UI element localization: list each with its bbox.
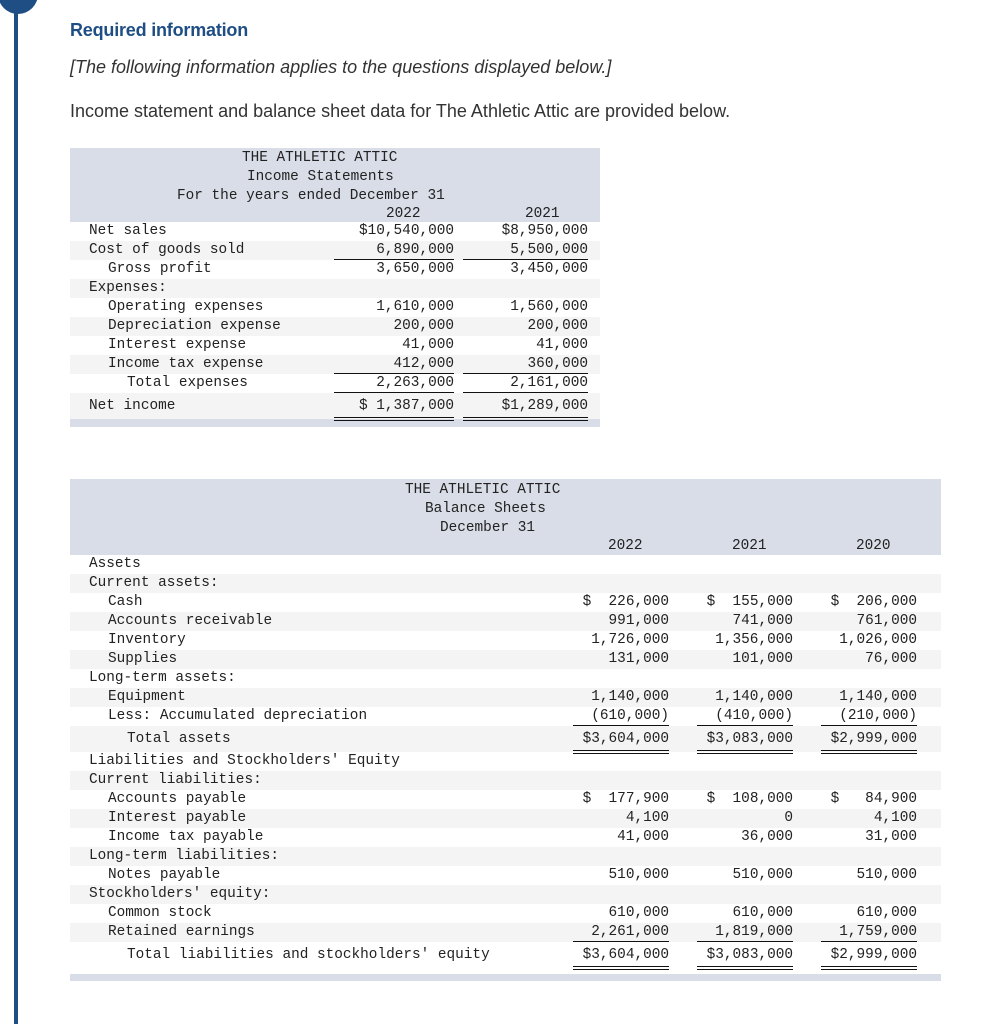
row-label: Stockholders' equity: bbox=[89, 886, 271, 902]
cell-value: 741,000 bbox=[732, 613, 793, 629]
table-row bbox=[70, 726, 941, 752]
cell-value: $2,999,000 bbox=[821, 942, 917, 970]
table-row bbox=[70, 809, 941, 828]
cell-value: 3,450,000 bbox=[510, 261, 588, 277]
cell-value: $ 206,000 bbox=[830, 594, 917, 610]
cell-value: 4,100 bbox=[625, 810, 669, 826]
cell-value bbox=[573, 574, 669, 592]
cell-value: 41,000 bbox=[402, 337, 454, 353]
row-label: Depreciation expense bbox=[108, 318, 281, 334]
row-label: Current assets: bbox=[89, 575, 219, 591]
table-row bbox=[70, 847, 941, 866]
cell-value bbox=[573, 669, 669, 687]
row-label: Supplies bbox=[108, 651, 178, 667]
cell-value bbox=[821, 574, 917, 592]
table-row bbox=[70, 707, 941, 726]
table-row bbox=[70, 650, 941, 669]
cell-value bbox=[697, 669, 793, 687]
table-row bbox=[70, 923, 941, 942]
table-row bbox=[70, 790, 941, 809]
cell-value: 360,000 bbox=[463, 355, 588, 374]
table-row bbox=[70, 885, 941, 904]
cell-value: 6,890,000 bbox=[334, 241, 454, 260]
cell-value: $2,999,000 bbox=[821, 726, 917, 754]
cell-value: 1,140,000 bbox=[839, 689, 917, 705]
table-row bbox=[70, 631, 941, 650]
income-statement-header bbox=[70, 148, 600, 222]
cell-value: 412,000 bbox=[334, 355, 454, 374]
cell-value: 610,000 bbox=[608, 905, 669, 921]
row-label: Expenses: bbox=[89, 280, 167, 296]
cell-value: $ 1,387,000 bbox=[334, 393, 454, 421]
cell-value bbox=[821, 752, 917, 770]
cell-value bbox=[697, 555, 793, 573]
cell-value: $3,083,000 bbox=[697, 942, 793, 970]
statement-title: Balance Sheets bbox=[425, 501, 546, 517]
cell-value bbox=[573, 771, 669, 789]
table-row bbox=[70, 260, 600, 279]
cell-value bbox=[334, 279, 454, 297]
table-row bbox=[70, 374, 600, 393]
table-row bbox=[70, 612, 941, 631]
cell-value: (210,000) bbox=[821, 707, 917, 726]
cell-value: 1,610,000 bbox=[376, 299, 454, 315]
table-row bbox=[70, 241, 600, 260]
cell-value bbox=[573, 555, 669, 573]
row-label: Accounts payable bbox=[108, 791, 247, 807]
table-row bbox=[70, 279, 600, 298]
cell-value: $ 108,000 bbox=[706, 791, 793, 807]
intro-text: Income statement and balance sheet data for The Athletic Attic are provided below. bbox=[70, 101, 731, 121]
cell-value: 2,261,000 bbox=[573, 923, 669, 942]
cell-value: 4,100 bbox=[873, 810, 917, 826]
company-name: THE ATHLETIC ATTIC bbox=[242, 150, 398, 166]
table-row bbox=[70, 593, 941, 612]
row-label: Interest expense bbox=[108, 337, 247, 353]
applies-note: [The following information applies to the questions displayed below.] bbox=[70, 57, 612, 77]
row-label: Less: Accumulated depreciation bbox=[108, 708, 368, 724]
table-row bbox=[70, 393, 600, 419]
year-2020-header: 2020 bbox=[856, 538, 891, 554]
row-label: Long-term liabilities: bbox=[89, 848, 279, 864]
cell-value bbox=[573, 847, 669, 865]
row-label: Cost of goods sold bbox=[89, 242, 245, 258]
cell-value: 610,000 bbox=[732, 905, 793, 921]
cell-value: 131,000 bbox=[608, 651, 669, 667]
cell-value: (410,000) bbox=[697, 707, 793, 726]
row-label: Operating expenses bbox=[108, 299, 264, 315]
cell-value bbox=[573, 885, 669, 903]
cell-value: 2,161,000 bbox=[463, 374, 588, 393]
cell-value bbox=[697, 771, 793, 789]
statement-period: For the years ended December 31 bbox=[177, 188, 445, 204]
table-row bbox=[70, 688, 941, 707]
cell-value: 1,140,000 bbox=[591, 689, 669, 705]
cell-value: 1,726,000 bbox=[591, 632, 669, 648]
balance-sheet-body bbox=[70, 555, 941, 968]
table-row bbox=[70, 222, 600, 241]
table-row bbox=[70, 355, 600, 374]
cell-value bbox=[697, 574, 793, 592]
row-label: Cash bbox=[108, 594, 143, 610]
cell-value bbox=[463, 279, 588, 297]
cell-value: $ 226,000 bbox=[582, 594, 669, 610]
row-label: Net income bbox=[89, 398, 176, 414]
row-label: Assets bbox=[89, 556, 141, 572]
table-row bbox=[70, 669, 941, 688]
cell-value bbox=[821, 555, 917, 573]
table-row bbox=[70, 555, 941, 574]
cell-value: 510,000 bbox=[856, 867, 917, 883]
cell-value: $ 155,000 bbox=[706, 594, 793, 610]
question-marker-icon bbox=[0, 0, 38, 14]
table-row bbox=[70, 752, 941, 771]
table-row bbox=[70, 942, 941, 968]
cell-value: 41,000 bbox=[536, 337, 588, 353]
cell-value: (610,000) bbox=[573, 707, 669, 726]
table-row bbox=[70, 771, 941, 790]
cell-value bbox=[697, 752, 793, 770]
cell-value: 1,140,000 bbox=[715, 689, 793, 705]
cell-value: 76,000 bbox=[865, 651, 917, 667]
row-label: Current liabilities: bbox=[89, 772, 262, 788]
income-statement-table bbox=[70, 148, 600, 427]
cell-value: 510,000 bbox=[732, 867, 793, 883]
cell-value bbox=[697, 885, 793, 903]
row-label: Retained earnings bbox=[108, 924, 255, 940]
cell-value: 41,000 bbox=[617, 829, 669, 845]
row-label: Accounts receivable bbox=[108, 613, 273, 629]
table-row bbox=[70, 317, 600, 336]
year-2021-header: 2021 bbox=[732, 538, 767, 554]
cell-value: $ 177,900 bbox=[582, 791, 669, 807]
row-label: Notes payable bbox=[108, 867, 221, 883]
row-label: Net sales bbox=[89, 223, 167, 239]
cell-value: 1,759,000 bbox=[821, 923, 917, 942]
cell-value: $8,950,000 bbox=[501, 223, 588, 239]
cell-value bbox=[697, 847, 793, 865]
row-label: Gross profit bbox=[108, 261, 212, 277]
timeline-bar bbox=[14, 0, 18, 1024]
table-row bbox=[70, 298, 600, 317]
cell-value bbox=[821, 669, 917, 687]
cell-value: 510,000 bbox=[608, 867, 669, 883]
cell-value: 761,000 bbox=[856, 613, 917, 629]
row-label: Liabilities and Stockholders' Equity bbox=[89, 753, 400, 769]
cell-value: $1,289,000 bbox=[463, 393, 588, 421]
cell-value bbox=[573, 752, 669, 770]
cell-value: $ 84,900 bbox=[830, 791, 917, 807]
row-label: Common stock bbox=[108, 905, 212, 921]
cell-value: 200,000 bbox=[393, 318, 454, 334]
cell-value: 610,000 bbox=[856, 905, 917, 921]
table-row bbox=[70, 574, 941, 593]
cell-value: 3,650,000 bbox=[376, 261, 454, 277]
row-label: Equipment bbox=[108, 689, 186, 705]
cell-value: 31,000 bbox=[865, 829, 917, 845]
year-2022-header: 2022 bbox=[386, 206, 421, 222]
cell-value: 1,819,000 bbox=[697, 923, 793, 942]
cell-value: $3,604,000 bbox=[573, 942, 669, 970]
cell-value: $10,540,000 bbox=[359, 223, 454, 239]
cell-value: 2,263,000 bbox=[334, 374, 454, 393]
cell-value: $3,604,000 bbox=[573, 726, 669, 754]
cell-value: 1,356,000 bbox=[715, 632, 793, 648]
row-label: Total assets bbox=[127, 731, 231, 747]
cell-value: 0 bbox=[784, 810, 793, 826]
company-name: THE ATHLETIC ATTIC bbox=[405, 482, 561, 498]
row-label: Interest payable bbox=[108, 810, 247, 826]
balance-sheet-footer bbox=[70, 974, 941, 981]
cell-value: 36,000 bbox=[741, 829, 793, 845]
row-label: Total liabilities and stockholders' equity bbox=[127, 947, 490, 963]
row-label: Inventory bbox=[108, 632, 186, 648]
cell-value bbox=[821, 771, 917, 789]
statement-title: Income Statements bbox=[247, 169, 394, 185]
statement-period: December 31 bbox=[440, 520, 535, 536]
required-information-heading: Required information bbox=[70, 20, 249, 40]
cell-value bbox=[821, 847, 917, 865]
cell-value: 5,500,000 bbox=[463, 241, 588, 260]
year-2021-header: 2021 bbox=[525, 206, 560, 222]
row-label: Income tax expense bbox=[108, 356, 264, 372]
cell-value: 200,000 bbox=[527, 318, 588, 334]
cell-value bbox=[821, 885, 917, 903]
table-row bbox=[70, 904, 941, 923]
cell-value: 1,026,000 bbox=[839, 632, 917, 648]
table-row bbox=[70, 336, 600, 355]
row-label: Income tax payable bbox=[108, 829, 264, 845]
cell-value: 991,000 bbox=[608, 613, 669, 629]
cell-value: 1,560,000 bbox=[510, 299, 588, 315]
balance-sheet-table bbox=[70, 479, 941, 981]
cell-value: $3,083,000 bbox=[697, 726, 793, 754]
balance-sheet-header bbox=[70, 479, 941, 555]
row-label: Long-term assets: bbox=[89, 670, 236, 686]
table-row bbox=[70, 866, 941, 885]
row-label: Total expenses bbox=[127, 375, 248, 391]
cell-value: 101,000 bbox=[732, 651, 793, 667]
year-2022-header: 2022 bbox=[608, 538, 643, 554]
table-row bbox=[70, 828, 941, 847]
income-statement-body bbox=[70, 222, 600, 419]
